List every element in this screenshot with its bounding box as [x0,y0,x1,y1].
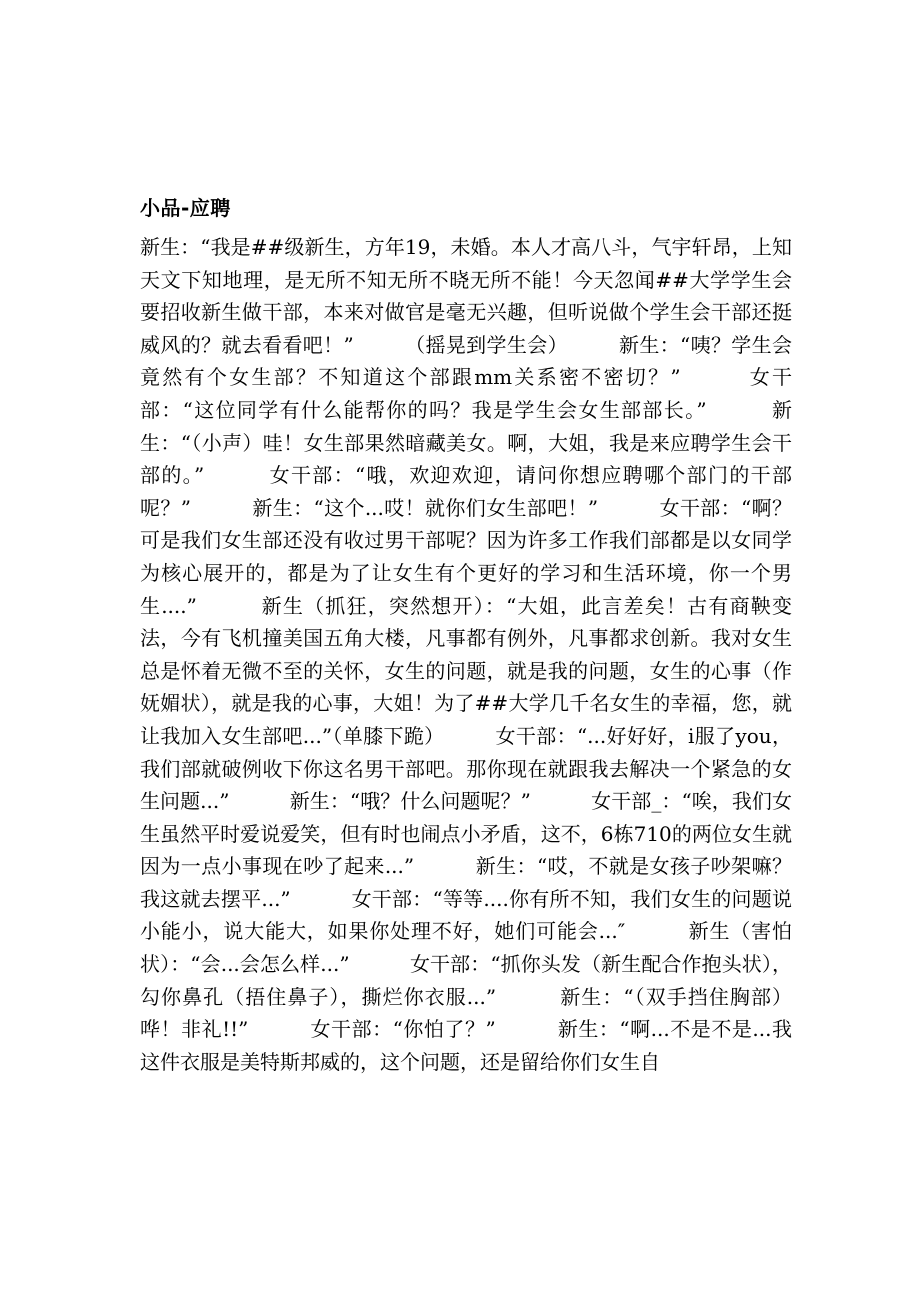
document-page [140,193,792,1078]
script-body: 新生：“我是##级新生，方年19，未婚。本人才高八斗，气宇轩昂，上知天文下知地理，是无所不知无所不晓无所不能！今天忽闻##大学学生会要招收新生做干部，本来对做官是毫无兴趣，但听说做个学生会干部还挺威风的？就去看看吧！” （摇晃到学生会） 新生：“咦？学生会竟然有个女生部？不知道这个部跟mm关系密不密切？” 女干部：“这位同学有什么能帮你的吗？我是学生会女生部部长。” 新生：“（小声）哇！女生部果然暗藏美女。啊，大姐，我是来应聘学生会干部的。” 女干部：“哦，欢迎欢迎，请问你想应聘哪个部门的干部呢？” 新生：“这个...哎！就你们女生部吧！” 女干部：“啊？可是我们女生部还没有收过男干部呢？因为许多工作我们部都是以女同学为核心展开的，都是为了让女生有个更好的学习和生活环境，你一个男生....” 新生（抓狂，突然想开）：“大姐，此言差矣！古有商鞅变法，今有飞机撞美国五角大楼，凡事都有例外，凡事都求创新。我对女生总是怀着无微不至的关怀，女生的问题，就是我的问题，女生的心事（作妩媚状），就是我的心事，大姐！为了##大学几千名女生的幸福，您，就让我加入女生部吧...”（单膝下跪） 女干部：“...好好好，i服了you，我们部就破例收下你这名男干部吧。那你现在就跟我去解决一个紧急的女生问题...” 新生：“哦？什么问题呢？” 女干部_：“唉，我们女生虽然平时爱说爱笑，但有时也闹点小矛盾，这不，6栋710的两位女生就因为一点小事现在吵了起来...” 新生：“哎，不就是女孩子吵架嘛？我这就去摆平...” 女干部：“等等....你有所不知，我们女生的问题说小能小，说大能大，如果你处理不好，她们可能会...″ 新生（害怕状）：“会...会怎么样...” 女干部：“抓你头发（新生配合作抱头状），勾你鼻孔（捂住鼻子），撕烂你衣服...” 新生：“（双手挡住胸部）哗！非礼!!” 女干部：“你怕了？” 新生：“啊...不是不是...我这件衣服是美特斯邦威的，这个问题，还是留给你们女生自 [140,235,792,1074]
document-title: 小品-应聘 [140,196,231,220]
